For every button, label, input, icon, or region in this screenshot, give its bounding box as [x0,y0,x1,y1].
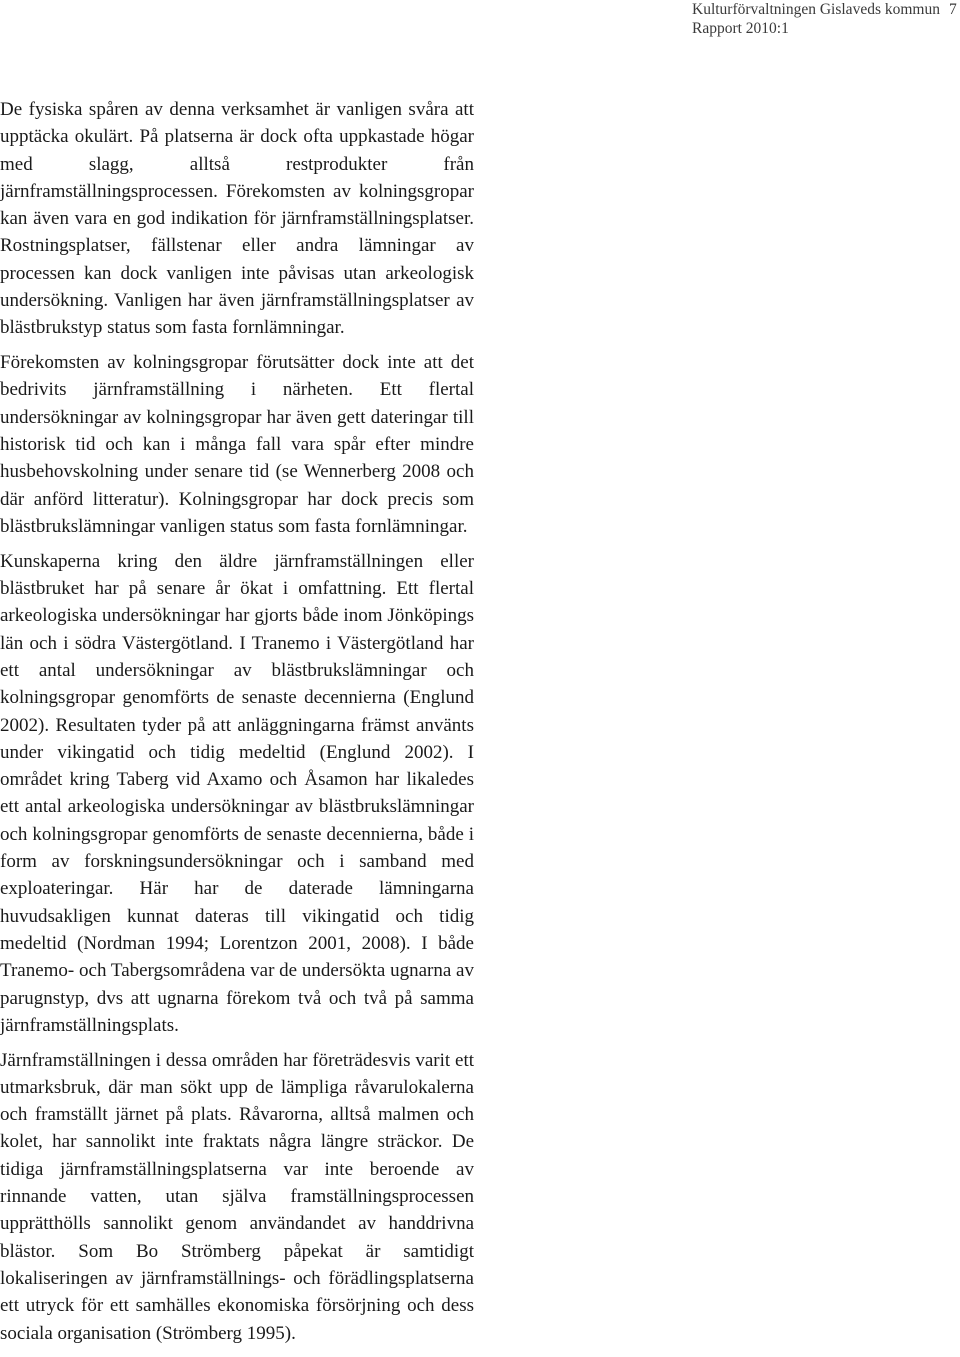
paragraph: Järnframställningen i dessa områden har företrädesvis varit ett utmarksbruk, där man sökt upp de lämpliga råvarulokalerna och framställt järnet på plats. Råvarorna, alltså malmen och kolet, har sannolikt inte fraktats några längre sträckor. De tidiga järnframställningsplatserna var inte beroende av rinnande vatten, utan själva framställningsprocessen upprätthölls sannolikt genom användandet av handdrivna blästor. Som Bo Strömberg påpekat är samtidigt lokaliseringen av järnframställnings- och förädlingsplatserna ett utryck för ett samhälles ekonomiska försörjning och dess sociala organisation (Strömberg 1995). [0,1049,474,1344]
header-publisher: Kulturförvaltningen Gislaveds kommun [692,1,940,18]
body-text [0,96,474,1354]
header-report-id: Rapport 2010:1 [692,20,789,37]
paragraph: De fysiska spåren av denna verksamhet är vanligen svåra att upptäcka okulärt. På platserna är dock ofta uppkastade högar med slagg, alltså restprodukter från järnframställningsprocessen. Förekomsten av kolningsgropar kan även vara en god indikation för järnframställningsplatser. Rostningsplatser, fällstenar eller andra lämningar av processen kan dock vanligen inte påvisas utan arkeologisk undersökning. Vanligen har även järnframställningsplatser av blästbrukstyp status som fasta fornlämningar. [0,99,474,339]
page-number: 7 [949,1,957,18]
paragraph: Förekomsten av kolningsgropar förutsätter dock inte att det bedrivits järnframställning i närheten. Ett flertal undersökningar av kolningsgropar har även gett dateringar till historisk tid och kan i många fall vara spår efter mindre husbehovskolning under senare tid (se Wennerberg 2008 och där anförd litteratur). Kolningsgropar har dock precis som blästbrukslämningar vanligen status som fasta fornlämningar. [0,352,474,537]
running-header [692,0,954,38]
paragraph: Kunskaperna kring den äldre järnframställningen eller blästbruket har på senare år ökat i omfattning. Ett flertal arkeologiska undersökningar har gjorts både inom Jönköpings län och i södra Västergötland. I Tranemo i Västergötland har ett antal undersökningar av blästbrukslämningar och kolningsgropar genomförts de senaste decennierna (Englund 2002). Resultaten tyder på att anläggningarna främst använts under vikingatid och tidig medeltid (Englund 2002). I området kring Taberg vid Axamo och Åsamon har likaledes ett antal arkeologiska undersökningar av blästbrukslämningar och kolningsgropar genomförts de senaste decennierna, både i form av forskningsundersökningar och i samband med exploateringar. Här har de daterade lämningarna huvudsakligen kunnat dateras till vikingatid och tidig medeltid (Nordman 1994; Lorentzon 2001, 2008). I både Tranemo- och Tabergsområdena var de undersökta ugnarna av parugnstyp, dvs att ugnarna förekom två och två på samma järnframställningsplats. [0,550,474,1036]
